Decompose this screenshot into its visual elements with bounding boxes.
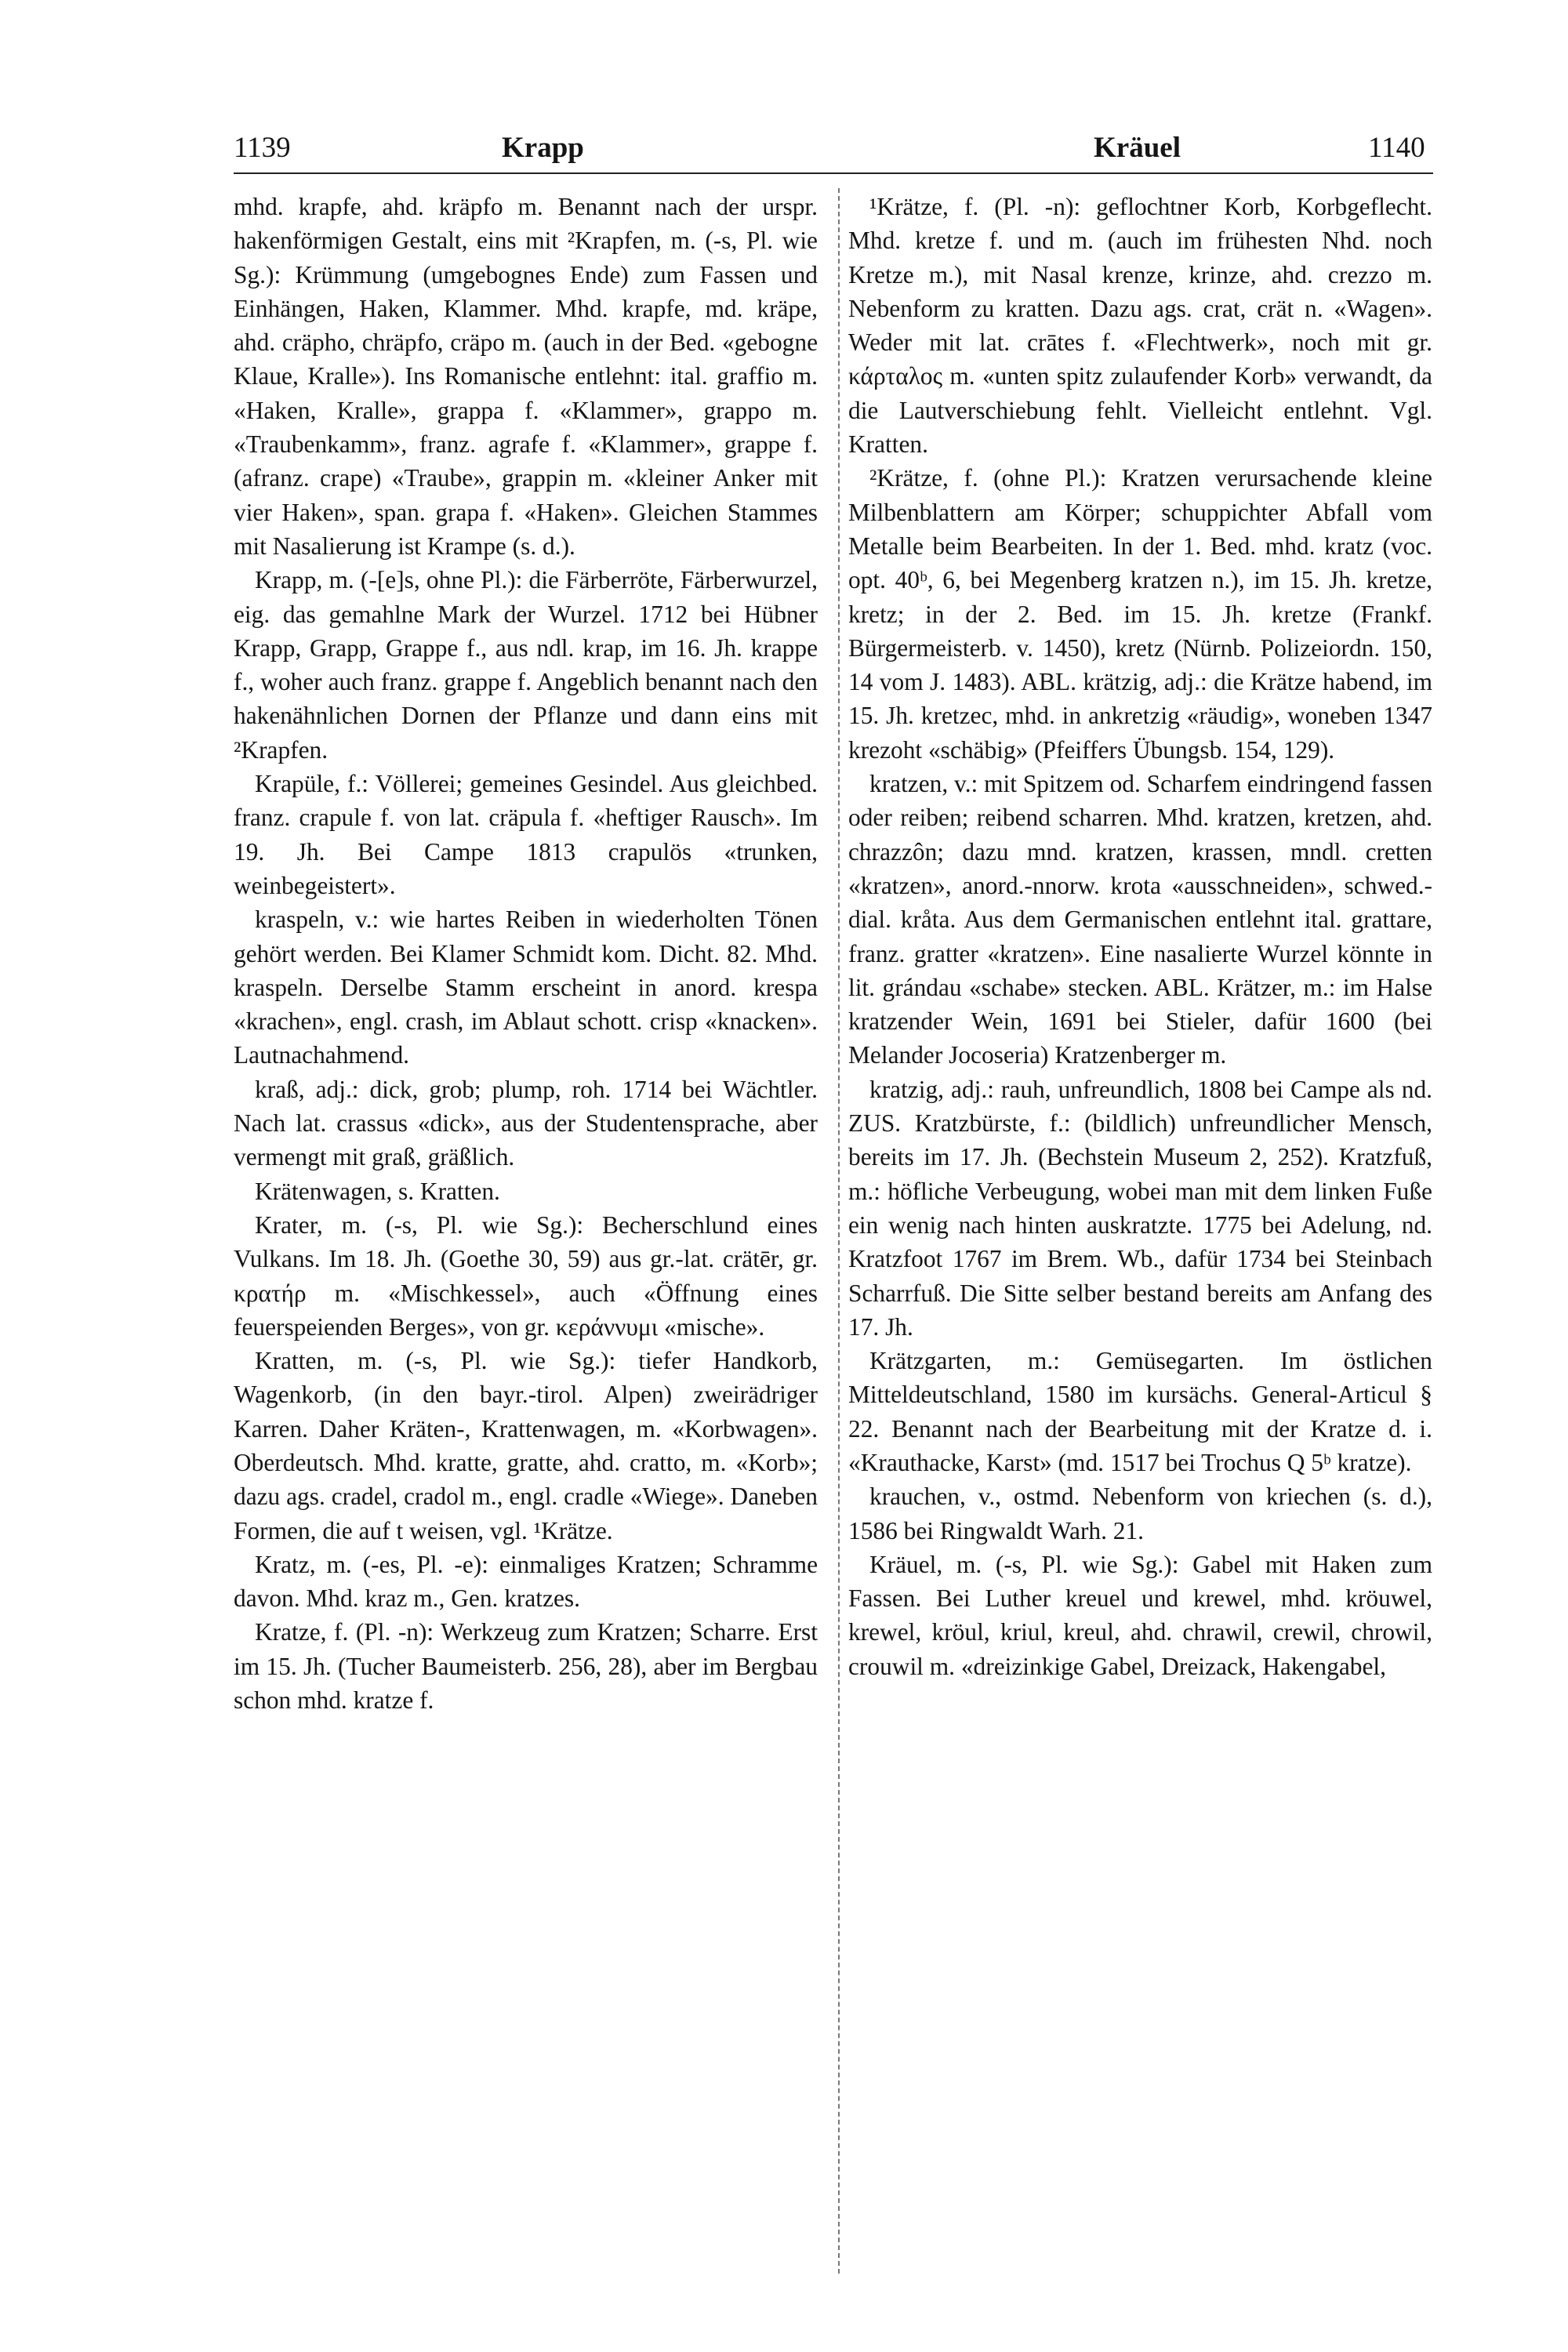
entry-kraetenwagen: Krätenwagen, s. Kratten. xyxy=(255,1177,500,1205)
running-headword-right: Kräuel xyxy=(1094,132,1181,164)
running-headword-left: Krapp xyxy=(502,132,584,164)
page-header xyxy=(0,0,1568,180)
entry-kraeuel: Kräuel, m. (-s, Pl. wie Sg.): Gabel mit Haken zum Fassen. Bei Luther kreuel und krewel, mhd. kröuwel, krewel, kröul, kriul, kreul, ahd. chrawil, crewil, chrowil, crouwil m. «dreizinkige Gabel, Dreizack, Hakengabel, xyxy=(848,1550,1432,1680)
entry-continuation: mhd. krapfe, ahd. kräpfo m. Benannt nach der urspr. hakenförmigen Gestalt, eins mit ²Krapfen, m. (-s, Pl. wie Sg.): Krümmung (umgebognes Ende) zum Fassen und Einhängen, Haken, Klammer. Mhd. krapfe, md. kräpe, ahd. cräpho, chräpfo, cräpo m. (auch in der Bed. «gebogne Klaue, Kralle»). Ins Romanische entlehnt: ital. graffio m. «Haken, Kralle», grappa f. «Klammer», grappo m. «Traubenkamm», franz. agrafe f. «Klammer», grappe f. (afranz. crape) «Traube», grappin m. «kleiner Anker mit vier Haken», span. grapa f. «Haken». Gleichen Stammes mit Nasalierung ist Krampe (s. d.). xyxy=(234,193,818,560)
header-rule xyxy=(234,172,1433,174)
entry-krauchen: krauchen, v., ostmd. Nebenform von kriechen (s. d.), 1586 bei Ringwaldt Warh. 21. xyxy=(848,1483,1432,1544)
entry-kraetze-2: ²Krätze, f. (ohne Pl.): Kratzen verursachende kleine Milbenblattern am Körper; schuppichter Abfall vom Metalle beim Bearbeiten. In der 1. Bed. mhd. kratz (voc. opt. 40ᵇ, 6, bei Megenberg kratzen n.), im 15. Jh. kretze, kretz; in der 2. Bed. im 15. Jh. kretze (Frankf. Bürgermeisterb. v. 1450), kretz (Nürnb. Polizeiordn. 150, 14 vom J. 1483). ABL. krätzig, adj.: die Krätze habend, im 15. Jh. kretzec, mhd. in ankretzig «räudig», woneben 1347 krezoht «schäbig» (Pfeiffers Übungsb. 154, 129). xyxy=(848,464,1432,764)
page-number-left: 1139 xyxy=(234,132,291,164)
entry-kratzen: kratzen, v.: mit Spitzem od. Scharfem eindringend fassen oder reiben; reibend scharren. Mhd. kratzen, kretzen, ahd. chrazzôn; dazu mnd. kratzen, krassen, mndl. cretten «kratzen», anord.-nnorw. krota «ausschneiden», schwed.-dial. kråta. Aus dem Germanischen entlehnt ital. grattare, franz. gratter «kratzen». Eine nasalierte Wurzel könnte in lit. grándau «schabe» stecken. ABL. Krätzer, m.: im Halse kratzender Wein, 1691 bei Stieler, dafür 1600 (bei Melander Jocoseria) Kratzenberger m. xyxy=(848,770,1432,1069)
page-number-right: 1140 xyxy=(1368,132,1425,164)
entry-krater: Krater, m. (-s, Pl. wie Sg.): Becherschlund eines Vulkans. Im 18. Jh. (Goethe 30, 59) aus gr.-lat. crätēr, gr. κρατήρ m. «Mischkessel», auch «Öffnung eines feuerspeienden Berges», von gr. κεράννυμι «mische». xyxy=(234,1210,818,1341)
entry-kratzig: kratzig, adj.: rauh, unfreundlich, 1808 bei Campe als nd. ZUS. Kratzbürste, f.: (bildlich) unfreundlicher Mensch, bereits im 17. Jh. (Bechstein Museum 2, 252). Kratzfuß, m.: höfliche Verbeugung, wobei man mit dem linken Fuße ein wenig nach hinten auskratzte. 1775 bei Adelung, nd. Kratzfoot 1767 im Brem. Wb., dafür 1734 bei Steinbach Scharrfuß. Die Sitte selber bestand bereits am Anfang des 17. Jh. xyxy=(848,1075,1432,1341)
entry-krapuele: Krapüle, f.: Völlerei; gemeines Gesindel. Aus gleichbed. franz. crapule f. von lat. cräpula f. «heftiger Rausch». Im 19. Jh. Bei Campe 1813 crapulös «trunken, weinbegeistert». xyxy=(234,770,818,899)
entry-kraetzgarten: Krätzgarten, m.: Gemüsegarten. Im östlichen Mitteldeutschland, 1580 im kursächs. General-Articul § 22. Benannt nach der Bearbeitung mit der Kratze d. i. «Krauthacke, Karst» (md. 1517 bei Trochus Q 5ᵇ kratze). xyxy=(848,1347,1432,1476)
entry-krass: kraß, adj.: dick, grob; plump, roh. 1714 bei Wächtler. Nach lat. crassus «dick», aus der Studentensprache, aber vermengt mit graß, gräßlich. xyxy=(234,1075,818,1171)
right-column xyxy=(848,190,1432,1683)
entry-kratz: Kratz, m. (-es, Pl. -e): einmaliges Kratzen; Schramme davon. Mhd. kraz m., Gen. kratzes. xyxy=(234,1550,818,1613)
left-column xyxy=(234,190,818,1717)
entry-kratze: Kratze, f. (Pl. -n): Werkzeug zum Kratzen; Scharre. Erst im 15. Jh. (Tucher Baumeisterb. 256, 28), aber im Bergbau schon mhd. kratze f. xyxy=(234,1618,818,1715)
entry-kratten: Kratten, m. (-s, Pl. wie Sg.): tiefer Handkorb, Wagenkorb, (in den bayr.-tirol. Alpen) zweirädriger Karren. Daher Kräten-, Krattenwagen, m. «Korbwagen». Oberdeutsch. Mhd. kratte, gratte, ahd. cratto, m. «Korb»; dazu ags. cradel, cradol m., engl. cradle «Wiege». Daneben Formen, die auf t weisen, vgl. ¹Krätze. xyxy=(234,1347,818,1544)
entry-kraspeln: kraspeln, v.: wie hartes Reiben in wiederholten Tönen gehört werden. Bei Klamer Schmidt kom. Dicht. 82. Mhd. kraspeln. Derselbe Stamm erscheint in anord. krespa «krachen», engl. crash, im Ablaut schott. crisp «knacken». Lautnachahmend. xyxy=(234,906,818,1069)
entry-krapp: Krapp, m. (-[e]s, ohne Pl.): die Färberröte, Färberwurzel, eig. das gemahlne Mark der Wurzel. 1712 bei Hübner Krapp, Grapp, Grappe f., aus ndl. krap, im 16. Jh. krappe f., woher auch franz. grappe f. Angeblich benannt nach den hakenähnlichen Dornen der Pflanze und dann eins mit ²Krapfen. xyxy=(234,566,818,764)
column-divider xyxy=(838,188,840,2274)
entry-kraetze-1: ¹Krätze, f. (Pl. -n): geflochtner Korb, Korbgeflecht. Mhd. kretze f. und m. (auch im frühesten Nhd. noch Kretze m.), mit Nasal krenze, krinze, ahd. crezzo m. Nebenform zu kratten. Dazu ags. crat, crät n. «Wagen». Weder mit lat. crātes f. «Flechtwerk», noch mit gr. κάρταλος m. «unten spitz zulaufender Korb» verwandt, da die Lautverschiebung fehlt. Vielleicht entlehnt. Vgl. Kratten. xyxy=(848,193,1432,459)
